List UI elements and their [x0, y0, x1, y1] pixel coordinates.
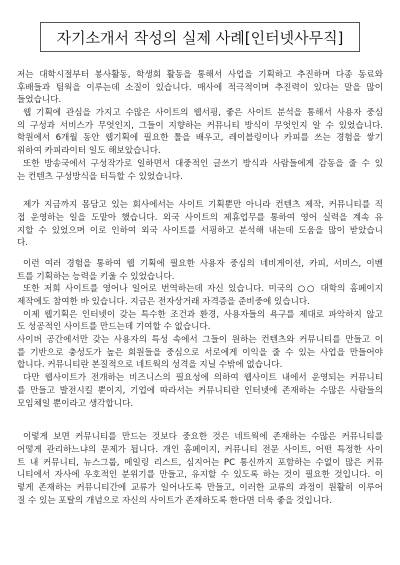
text-line: 웹 기획에 관심을 가지고 수많은 사이트의 웹서핑, 좋은 사이트 분석을 통해서 사용자 중심 — [23, 108, 383, 119]
paragraph — [17, 107, 383, 158]
text-line: 렇게 존재하는 커뮤니티간에 교류가 일어나도록 만들고, 이러한 교류의 과정이 원활히 이루어 — [17, 482, 383, 493]
text-line: 를 기반으로 충성도가 높은 회원들을 중심으로 서로에게 이익을 줄 수 있는 사업을 만들어야 — [17, 347, 383, 358]
document-body — [17, 69, 383, 507]
paragraph — [17, 158, 383, 183]
text-line: 제가 지금까지 몸담고 있는 회사에서는 사이트 기획뿐만 아니라 컨텐츠 제작, 커뮤니티를 직 — [23, 200, 383, 211]
text-line: 의 구성과 서비스가 무엇인지, 그들이 지향하는 커뮤니티 방식이 무엇인지 알 수 있었습니다. — [17, 120, 383, 131]
text-line: 모임체일 뿐이라고 생각합니다. — [17, 398, 134, 409]
paragraph — [17, 283, 383, 308]
text-line: 지할 수 있었으며 이로 인하여 외국 사이트를 서핑하고 분석해 내는데 도움을 많이 받았습니 — [17, 225, 383, 236]
text-line: 트를 기획하는 능력을 키울 수 있었습니다. — [17, 271, 175, 282]
text-line: 저는 대학시절부터 봉사활동, 학생회 활동을 통해서 사업을 기획하고 추진하며 다종 동료와 — [17, 70, 383, 80]
text-line: 도 성공적인 사이트를 만드는데 기여할 수 없습니다. — [17, 322, 211, 333]
paragraph — [17, 372, 383, 410]
paragraph — [17, 334, 383, 372]
text-line: 다. — [17, 238, 29, 249]
text-line: 접 운영하는 일을 도맡아 했습니다. 외국 사이트의 제휴업무를 통하여 영어 실력을 계속 유 — [17, 212, 383, 223]
title-box — [40, 22, 360, 52]
text-line: 이렇게 보면 커뮤니티를 만드는 것보다 중요한 것은 네트웍에 존재하는 수많은 커뮤니티를 — [23, 432, 383, 443]
text-line: 이제 웹기획은 인터넷이 갖는 특수한 조건과 환경, 사용자들의 욕구를 제대로 파악하지 않고 — [23, 309, 383, 320]
text-line: 위하여 카피라이터 일도 해보았습니다. — [17, 146, 161, 157]
paragraph — [17, 431, 383, 507]
paragraph — [17, 69, 383, 107]
text-line: 질 수 있는 포탈의 개념으로 자신의 사이트가 존재하도록 한다면 더욱 좋을 것입니다. — [17, 495, 333, 506]
text-line: 니티에서 자사에 우호적인 분위기를 만들고, 유지할 수 있도록 하는 것이 필요한 것입니다. 이 — [17, 470, 383, 481]
text-line: 트 내 커뮤니티, 뉴스그룹, 메일링 리스트, 심지어는 PC 통신까지 포함하는 수없이 많은 커뮤 — [17, 457, 383, 468]
paragraph — [17, 199, 383, 250]
text-line: 는 컨텐츠 구성방식을 터득할 수 있었습니다. — [17, 171, 183, 182]
paragraph — [17, 258, 383, 283]
text-line: 후배들과 팀웍을 이루는데 소질이 있습니다. 매사에 적극적이며 추진력이 있다는 말을 많이 — [17, 82, 383, 93]
page-title: 자기소개서 작성의 실제 사례[인터넷사무직] — [56, 28, 344, 47]
text-line: 제작에도 참여한 바 있습니다. 지금은 전자상거래 자격증을 준비중에 있습니다. — [17, 297, 310, 307]
text-line: 들었습니다. — [17, 95, 62, 106]
text-line: 학원에서 6개월 동안 웹기획에 필요한 툴을 배우고, 레이블링이나 카피를 쓰는 경험을 쌓기 — [17, 133, 383, 144]
text-line: 사이버 공간에서만 갖는 사용자의 특성 속에서 그들이 원하는 컨텐츠와 커뮤니티를 만들고 이 — [17, 335, 383, 346]
text-line: 이런 여러 경험을 통하여 웹 기획에 필요한 사용자 중심의 네비게이션, 카피, 서비스, 이벤 — [23, 258, 383, 269]
text-line: 어떻게 관리하느냐의 문제가 됩니다. 개인 홈페이지, 커뮤니티 전문 사이트, 어떤 특정한 사이 — [17, 444, 383, 455]
text-line: 또한 저희 사이트를 영어나 일어로 번역하는데 자신 있습니다. 미국의 ○○ 대학의 홈페이지 — [23, 284, 383, 295]
text-line: 합니다. 커뮤니티란 본질적으로 네트웍의 성격을 지닐 수밖에 없습니다. — [17, 360, 283, 371]
text-line: 다만 웹사이트가 전개하는 비즈니스의 필요성에 의하여 웹사이트 내에서 운영되는 커뮤니티 — [23, 373, 383, 384]
text-line: 또한 방송국에서 구성작가로 일하면서 대중적인 글쓰기 방식과 사람들에게 감동을 줄 수 있 — [23, 158, 383, 169]
paragraph — [17, 309, 383, 334]
text-line: 를 만들고 발전시킬 뿐이지, 기업에 따라서는 커뮤니티란 인터넷에 존재하는 수많은 사람들의 — [17, 385, 383, 396]
